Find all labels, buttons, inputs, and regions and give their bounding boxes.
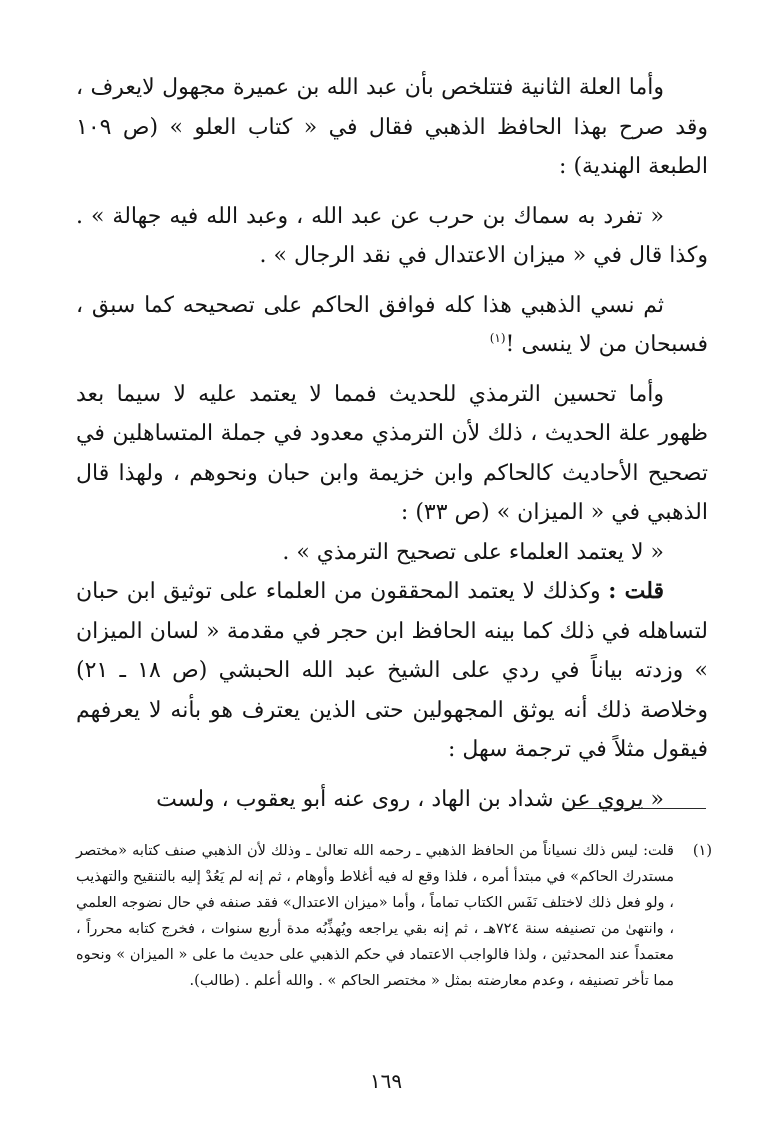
paragraph-1 [76,68,708,187]
paragraph-5 [76,533,708,573]
paragraph-text: وأما العلة الثانية فتتلخص بأن عبد الله بن عميرة مجهول لايعرف ، وقد صرح بهذا الحافظ الذهبي فقال في « كتاب العلو » (ص ١٠٩ الطبعة الهندية) : [76,75,708,179]
paragraph-3 [76,286,708,365]
paragraph-text: وأما تحسين الترمذي للحديث فمما لا يعتمد عليه لا سيما بعد ظهور علة الحديث ، ذلك لأن الترمذي معدود في جملة المتساهلين في تصحيح الأحاديث كالحاكم وابن خزيمة وابن حبان ونحوهم ، ولهذا قال الذهبي في « الميزان » (ص ٣٣) : [76,381,708,525]
footnote-text: قلت: ليس ذلك نسياناً من الحافظ الذهبي ـ رحمه الله تعالىٰ ـ وذلك لأن الذهبي صنف كتابه «مختصر مستدرك الحاكم» في مبتدأ أمره ، فلذا وقع له فيه أغلاط وأوهام ، ثم إنه لم يَعُدْ إليه بالتنقيح والتهذيب ، ولو فعل ذلك لاختلف نَفَس الكتاب تماماً ، وأما «ميزان الاعتدال» فقد صنفه في حال نضوجه العلمي ، وانتهىٰ من تصنيفه سنة ٧٢٤هـ ، ثم إنه بقي يراجعه ويُهذِّبُه مدة أربع سنوات ، فخرج كتابه محرراً ، معتمداً عند المحدثين ، ولذا فالواجب الاعتماد في حكم الذهبي على حديث ما على « الميزان » ونحوه مما تأخر تصنيفه ، وعدم معارضته بمثل « مختصر الحاكم » . والله أعلم . (طالب). [76,843,674,989]
footnote-divider [564,808,706,809]
paragraph-7 [76,780,708,820]
paragraph-4 [76,375,708,533]
page-number: ١٦٩ [369,1069,403,1093]
paragraph-text: « لا يعتمد العلماء على تصحيح الترمذي » . [282,539,664,565]
paragraph-2 [76,197,708,276]
paragraph-lead-word: قلت : [608,578,665,604]
footnote-number: (١) [692,843,712,859]
paragraph-text: وكذلك لا يعتمد المحققون من العلماء على توثيق ابن حبان لتساهله في ذلك كما بينه الحافظ ابن حجر في مقدمة « لسان الميزان » وزدته بياناً في ردي على الشيخ عبد الله الحبشي (ص ١٨ ـ ٢١) وخلاصة ذلك أنه يوثق المجهولين حتى الذين يعترف هو بأنه لا يعرفهم فيقول مثلاً في ترجمة سهل : [76,579,709,762]
footnote-reference: (١) [489,331,506,345]
footnote [76,838,712,994]
main-text-body [76,68,708,819]
paragraph-text: « تفرد به سماك بن حرب عن عبد الله ، وعبد الله فيه جهالة » . وكذا قال في « ميزان الاعتدال في نقد الرجال » . [76,203,708,268]
paragraph-6 [76,572,708,770]
paragraph-text: « يروي عن شداد بن الهاد ، روى عنه أبو يعقوب ، ولست [156,786,664,812]
paragraph-text: ثم نسي الذهبي هذا كله فوافق الحاكم على تصحيحه كما سبق ، فسبحان من لا ينسى ! [76,292,708,357]
